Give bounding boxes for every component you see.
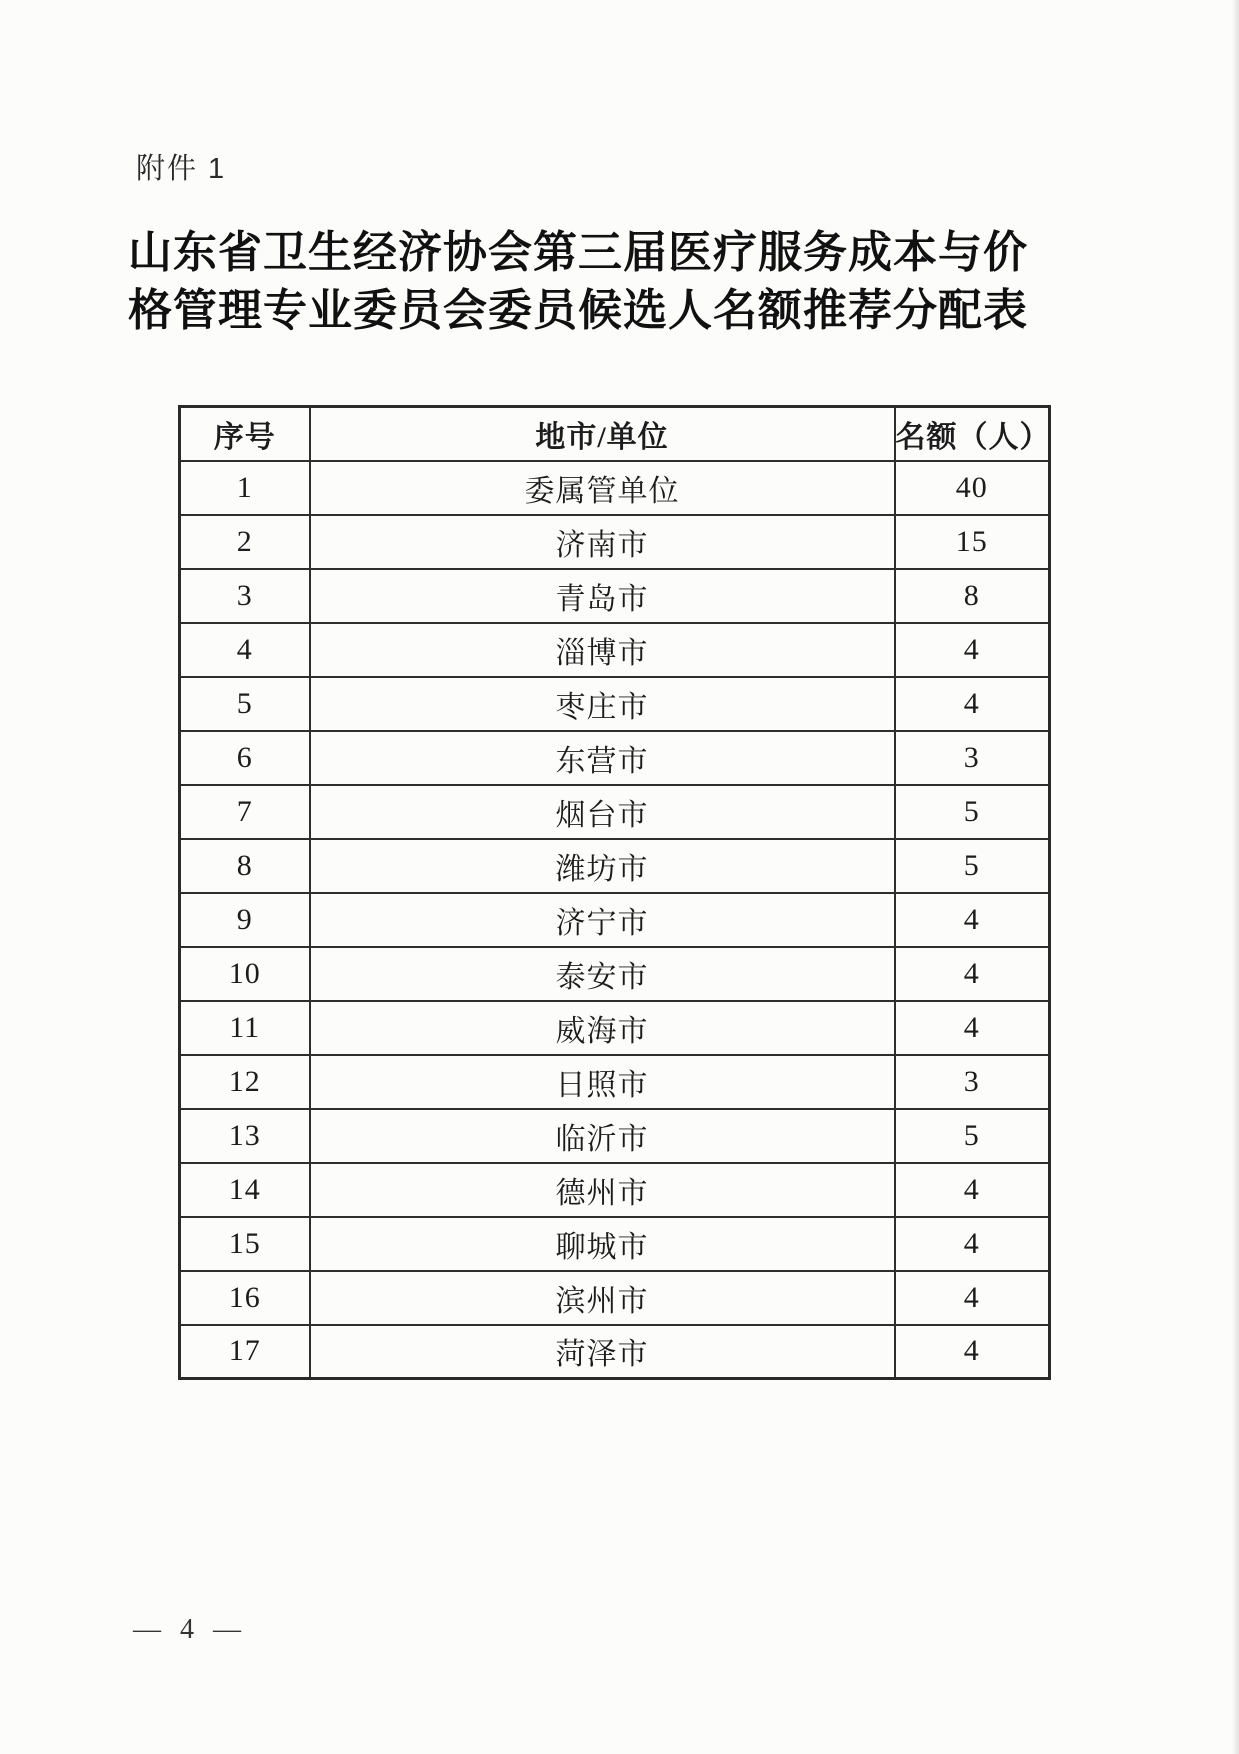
- row-no: 6: [180, 731, 310, 785]
- table-row: [180, 461, 1050, 515]
- row-quota: 4: [895, 1001, 1050, 1055]
- table-row: [180, 1001, 1050, 1055]
- row-no: 13: [180, 1109, 310, 1163]
- row-quota: 40: [895, 461, 1050, 515]
- row-quota: 4: [895, 893, 1050, 947]
- row-no: 14: [180, 1163, 310, 1217]
- row-no: 3: [180, 569, 310, 623]
- table-row: [180, 569, 1050, 623]
- table-row: [180, 1055, 1050, 1109]
- table-row: [180, 515, 1050, 569]
- row-quota: 4: [895, 947, 1050, 1001]
- row-quota: 5: [895, 839, 1050, 893]
- header-no: 序号: [180, 407, 310, 461]
- row-no: 4: [180, 623, 310, 677]
- table-row: [180, 1325, 1050, 1379]
- row-quota: 3: [895, 731, 1050, 785]
- row-quota: 8: [895, 569, 1050, 623]
- row-no: 1: [180, 461, 310, 515]
- row-no: 8: [180, 839, 310, 893]
- table-row: [180, 785, 1050, 839]
- row-unit: 日照市: [310, 1055, 895, 1109]
- table-row: [180, 893, 1050, 947]
- row-quota: 3: [895, 1055, 1050, 1109]
- row-unit: 菏泽市: [310, 1325, 895, 1379]
- attachment-label: 附件 1: [136, 153, 227, 185]
- row-quota: 4: [895, 1217, 1050, 1271]
- row-quota: 5: [895, 785, 1050, 839]
- row-unit: 潍坊市: [310, 839, 895, 893]
- row-unit: 聊城市: [310, 1217, 895, 1271]
- title-line-2: 格管理专业委员会委员候选人名额推荐分配表: [128, 286, 1028, 335]
- table-row: [180, 677, 1050, 731]
- row-unit: 滨州市: [310, 1271, 895, 1325]
- row-no: 7: [180, 785, 310, 839]
- page-number: — 4 —: [133, 1614, 241, 1645]
- document-title: [128, 224, 1028, 340]
- row-unit: 临沂市: [310, 1109, 895, 1163]
- table-row: [180, 731, 1050, 785]
- row-no: 2: [180, 515, 310, 569]
- table-body: [180, 461, 1050, 1379]
- row-quota: 4: [895, 1271, 1050, 1325]
- row-no: 10: [180, 947, 310, 1001]
- row-no: 17: [180, 1325, 310, 1379]
- header-quota: 名额（人）: [895, 407, 1050, 461]
- row-unit: 德州市: [310, 1163, 895, 1217]
- row-unit: 淄博市: [310, 623, 895, 677]
- row-no: 11: [180, 1001, 310, 1055]
- row-unit: 烟台市: [310, 785, 895, 839]
- row-no: 9: [180, 893, 310, 947]
- row-no: 12: [180, 1055, 310, 1109]
- table-row: [180, 1271, 1050, 1325]
- row-unit: 威海市: [310, 1001, 895, 1055]
- row-quota: 4: [895, 623, 1050, 677]
- row-no: 15: [180, 1217, 310, 1271]
- table-row: [180, 1217, 1050, 1271]
- row-unit: 济南市: [310, 515, 895, 569]
- table-row: [180, 947, 1050, 1001]
- table-row: [180, 839, 1050, 893]
- row-quota: 4: [895, 1163, 1050, 1217]
- row-unit: 东营市: [310, 731, 895, 785]
- row-unit: 委属管单位: [310, 461, 895, 515]
- table-row: [180, 623, 1050, 677]
- row-no: 16: [180, 1271, 310, 1325]
- table-row: [180, 1163, 1050, 1217]
- row-unit: 枣庄市: [310, 677, 895, 731]
- row-unit: 泰安市: [310, 947, 895, 1001]
- row-unit: 青岛市: [310, 569, 895, 623]
- row-quota: 15: [895, 515, 1050, 569]
- row-quota: 5: [895, 1109, 1050, 1163]
- row-quota: 4: [895, 1325, 1050, 1379]
- row-unit: 济宁市: [310, 893, 895, 947]
- table-header-row: [180, 407, 1050, 461]
- header-unit: 地市/单位: [310, 407, 895, 461]
- row-no: 5: [180, 677, 310, 731]
- row-quota: 4: [895, 677, 1050, 731]
- table-row: [180, 1109, 1050, 1163]
- title-line-1: 山东省卫生经济协会第三届医疗服务成本与价: [128, 228, 1028, 277]
- scan-edge: [1232, 0, 1239, 1754]
- quota-table: [178, 405, 1051, 1380]
